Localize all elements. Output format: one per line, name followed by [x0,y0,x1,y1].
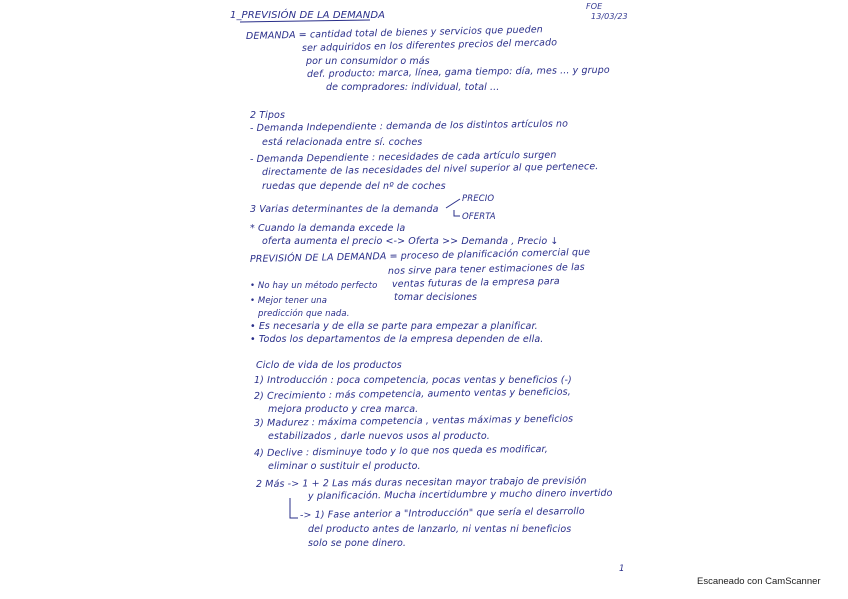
notes-line-3: -> 1) Fase anterior a "Introducción" que sería el desarrollo [299,506,585,521]
ciclo-stage-4a: 4) Declive : disminuye todo y lo que nos queda es modificar, [253,443,548,459]
prevision-bullet-2b: predicción que nada. [258,309,350,319]
page-title: 1_PREVISIÓN DE LA DEMANDA [230,10,386,21]
tipos-line-5: ruedas que depende del nº de coches [262,181,446,192]
notes-line-5: solo se pone dinero. [308,538,407,549]
factor-oferta: OFERTA [462,212,496,222]
tipos-heading: 2 Tipos [250,110,285,121]
prevision-bullet-1: • No hay un método perfecto [250,281,378,291]
prevision-bullet-3: • Es necesaria y de ella se parte para empezar a planificar. [250,321,538,332]
prevision-bullet-2a: • Mejor tener una [250,296,328,306]
notes-branch-arrow [290,498,298,518]
prevision-definition-line-4: tomar decisiones [394,292,478,303]
ciclo-stage-3a: 3) Madurez : máxima competencia , ventas máximas y beneficios [253,413,574,429]
page-number: 1 [619,564,625,574]
factor-precio: PRECIO [462,194,495,204]
arrow-to-oferta [454,210,460,216]
ciclo-stage-3b: estabilizados , darle nuevos usos al producto. [268,431,490,442]
ciclo-stage-4b: eliminar o sustituir el producto. [268,461,421,472]
tipos-line-3: - Demanda Dependiente : necesidades de cada artículo surgen [249,149,557,165]
date-label: 13/03/23 [591,12,628,21]
demand-definition-line-4: def. producto: marca, línea, gama tiempo: día, mes ... y grupo [306,64,610,80]
scanner-watermark: Escaneado con CamScanner [697,576,821,587]
arrow-to-precio [446,199,460,208]
demand-definition-line-3: por un consumidor o más [306,56,430,67]
demand-definition-line-2: ser adquiridos en los diferentes precios del mercado [301,37,558,54]
prevision-definition-line-1: PREVISIÓN DE LA DEMANDA = proceso de planificación comercial que [249,246,591,265]
notes-line-1: 2 Más -> 1 + 2 Las más duras necesitan mayor trabajo de previsión [255,475,587,490]
factores-line-3: oferta aumenta el precio <-> Oferta >> Demanda , Precio ↓ [262,236,559,247]
tipos-line-4: directamente de las necesidades del nivel superior al que pertenece. [261,161,599,178]
tipos-line-2: está relacionada entre sí. coches [262,137,423,148]
factores-line-2: * Cuando la demanda excede la [250,223,406,234]
ciclo-stage-1: 1) Introducción : poca competencia, pocas ventas y beneficios (-) [254,375,572,386]
prevision-definition-line-3: ventas futuras de la empresa para [391,276,560,290]
tipos-line-1: - Demanda Independiente : demanda de los distintos artículos no [249,118,569,134]
demand-definition-line-5: de compradores: individual, total ... [326,82,500,93]
factores-line-1: 3 Varias determinantes de la demanda [250,204,439,215]
ciclo-heading: Ciclo de vida de los productos [256,360,402,371]
ciclo-stage-2a: 2) Crecimiento : más competencia, aumento ventas y beneficios, [253,386,571,402]
demand-definition-line-1: DEMANDA = cantidad total de bienes y servicios que pueden [245,24,543,42]
prevision-definition-line-2: nos sirve para tener estimaciones de las [387,261,585,277]
notes-line-4: del producto antes de lanzarlo, ni ventas ni beneficios [308,524,572,535]
ciclo-stage-2b: mejora producto y crea marca. [268,404,419,415]
course-label: FOE [586,2,603,11]
prevision-bullet-4: • Todos los departamentos de la empresa dependen de ella. [250,334,544,345]
notes-line-2: y planificación. Mucha incertidumbre y mucho dinero invertido [307,487,613,502]
